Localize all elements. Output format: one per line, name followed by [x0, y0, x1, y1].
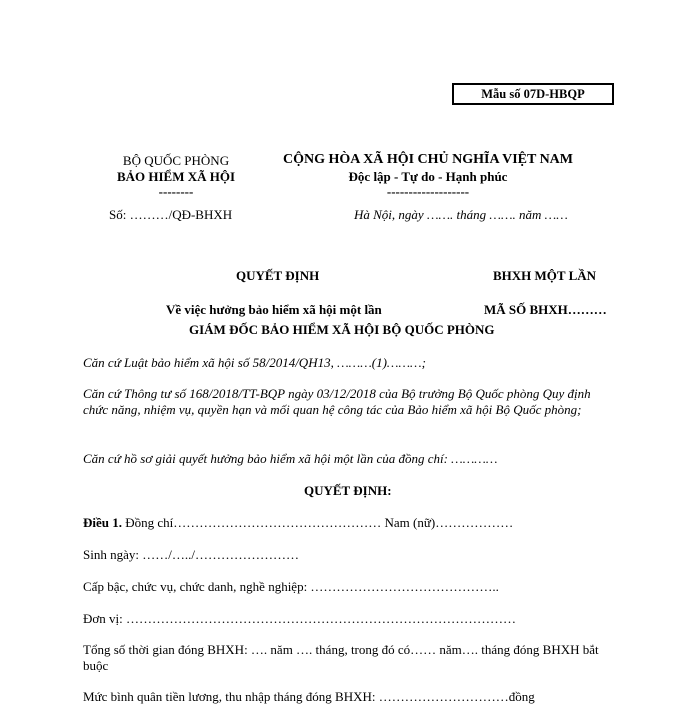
field-avg-salary: Mức bình quân tiền lương, thu nhập tháng đóng BHXH: …………………………đồng: [83, 689, 535, 704]
agency-dash: --------: [158, 184, 194, 199]
field-dob: Sinh ngày: ……/…../……………………: [83, 547, 299, 562]
document-number: Số: ………/QĐ-BHXH: [109, 207, 233, 222]
nation-motto: Độc lập - Tự do - Hạnh phúc: [348, 169, 508, 184]
basis-law: Căn cứ Luật bảo hiểm xã hội số 58/2014/QH13, ………(1)………;: [83, 355, 426, 370]
article-1-text: Đồng chí………………………………………… Nam (nữ)………………: [122, 515, 514, 530]
field-total-time: Tổng số thời gian đóng BHXH: …. năm …. tháng, trong đó có…… năm…. tháng đóng BHXH bắt buộc: [83, 642, 599, 673]
basis-circular: Căn cứ Thông tư số 168/2018/TT-BQP ngày 03/12/2018 của Bộ trưởng Bộ Quốc phòng Quy định chức năng, nhiệm vụ, quyền hạn và mối quan hệ công tác của Bảo hiểm xã hội Bộ Quốc phòng;: [83, 386, 591, 417]
decision-heading: QUYẾT ĐỊNH: [236, 268, 320, 283]
agency-name: BẢO HIỂM XÃ HỘI: [116, 169, 236, 184]
nation-title: CỘNG HÒA XÃ HỘI CHỦ NGHĨA VIỆT NAM: [282, 152, 573, 167]
decision-authority: GIÁM ĐỐC BẢO HIỂM XÃ HỘI BỘ QUỐC PHÒNG: [189, 322, 495, 337]
article-1-label: Điều 1.: [83, 515, 122, 530]
bhxh-code: MÃ SỐ BHXH………: [484, 302, 607, 317]
decision-subject: Về việc hưởng bảo hiểm xã hội một lần: [166, 302, 382, 317]
right-box-title: BHXH MỘT LẦN: [493, 268, 597, 283]
agency-parent: BỘ QUỐC PHÒNG: [122, 153, 230, 168]
form-code-box: [452, 83, 614, 105]
field-unit: Đơn vị: ………………………………………………………………………………: [83, 611, 516, 626]
decide-heading: QUYẾT ĐỊNH:: [304, 483, 392, 498]
form-code: Mẫu số 07D-HBQP: [481, 87, 585, 101]
field-rank: Cấp bậc, chức vụ, chức danh, nghề nghiệp: ……………………………………..: [83, 579, 499, 594]
article-1: [83, 515, 513, 531]
nation-dash: -------------------: [386, 184, 470, 199]
place-date: Hà Nội, ngày ……. tháng ……. năm ……: [354, 207, 568, 222]
basis-dossier: Căn cứ hồ sơ giải quyết hưởng bảo hiểm xã hội một lần của đồng chí: …………: [83, 451, 498, 466]
